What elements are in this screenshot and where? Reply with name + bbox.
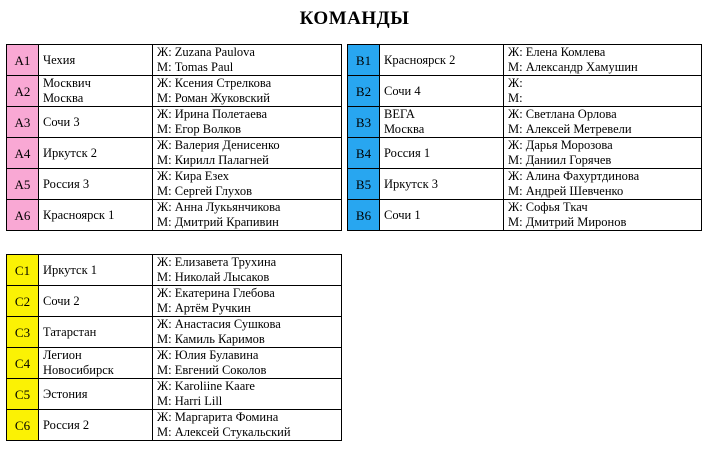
team-name-cell: Иркутск 3 <box>380 169 504 200</box>
players-cell <box>504 107 702 138</box>
team-code-cell: C5 <box>7 379 39 410</box>
players-cell <box>153 76 342 107</box>
male-player: М: Камиль Каримов <box>157 332 265 346</box>
team-code-cell: C2 <box>7 286 39 317</box>
players-cell <box>153 138 342 169</box>
male-player: М: Сергей Глухов <box>157 184 253 198</box>
team-name-cell: Сочи 3 <box>39 107 153 138</box>
female-player: Ж: Zuzana Paulova <box>157 45 255 59</box>
team-name-cell: Россия 1 <box>380 138 504 169</box>
team-code-cell: A4 <box>7 138 39 169</box>
male-player: М: Алексей Метревели <box>508 122 632 136</box>
team-code-cell: C4 <box>7 348 39 379</box>
male-player: М: Дмитрий Крапивин <box>157 215 279 229</box>
female-player: Ж: Анастасия Сушкова <box>157 317 281 331</box>
male-player: М: Harri Lill <box>157 394 223 408</box>
team-code-cell: A3 <box>7 107 39 138</box>
female-player: Ж: Ирина Полетаева <box>157 107 268 121</box>
team-name-cell: Сочи 1 <box>380 200 504 231</box>
team-code-cell: B2 <box>348 76 380 107</box>
players-cell <box>153 410 342 441</box>
table-row <box>7 255 342 286</box>
female-player: Ж: Анна Лукьянчикова <box>157 200 281 214</box>
team-name-cell: Сочи 4 <box>380 76 504 107</box>
female-player: Ж: Валерия Денисенко <box>157 138 280 152</box>
group-c-table <box>6 254 342 441</box>
table-row <box>7 286 342 317</box>
team-name-cell: Иркутск 2 <box>39 138 153 169</box>
players-cell <box>153 169 342 200</box>
female-player: Ж: <box>508 76 523 90</box>
table-row <box>7 45 342 76</box>
team-name-cell: Эстония <box>39 379 153 410</box>
players-cell <box>504 45 702 76</box>
male-player: М: Егор Волков <box>157 122 242 136</box>
table-row <box>7 76 342 107</box>
male-player: М: Tomas Paul <box>157 60 234 74</box>
team-code-cell: A5 <box>7 169 39 200</box>
team-code-cell: C6 <box>7 410 39 441</box>
team-code-cell: A6 <box>7 200 39 231</box>
male-player: М: Андрей Шевченко <box>508 184 624 198</box>
table-row <box>7 410 342 441</box>
table-row <box>7 348 342 379</box>
female-player: Ж: Кира Езех <box>157 169 229 183</box>
team-name-cell: Сочи 2 <box>39 286 153 317</box>
table-row <box>7 379 342 410</box>
team-name-cell: Россия 2 <box>39 410 153 441</box>
table-row <box>348 76 702 107</box>
team-name-cell: Москвич Москва <box>39 76 153 107</box>
players-cell <box>504 169 702 200</box>
team-code-cell: C1 <box>7 255 39 286</box>
female-player: Ж: Елизавета Трухина <box>157 255 277 269</box>
players-cell <box>153 286 342 317</box>
players-cell <box>153 45 342 76</box>
team-code-cell: B3 <box>348 107 380 138</box>
male-player: М: Кирилл Палагней <box>157 153 269 167</box>
male-player: М: Даниил Горячев <box>508 153 612 167</box>
male-player: М: Алексей Стукальский <box>157 425 291 439</box>
table-row <box>7 317 342 348</box>
male-player: М: <box>508 91 523 105</box>
team-name-cell: Чехия <box>39 45 153 76</box>
team-name-cell: Красноярск 2 <box>380 45 504 76</box>
players-cell <box>153 348 342 379</box>
team-name-cell: Легион Новосибирск <box>39 348 153 379</box>
players-cell <box>504 138 702 169</box>
female-player: Ж: Елена Комлева <box>508 45 606 59</box>
players-cell <box>153 379 342 410</box>
table-row <box>7 107 342 138</box>
page-title: КОМАНДЫ <box>299 8 410 29</box>
players-cell <box>153 200 342 231</box>
group-b-table <box>347 44 702 231</box>
female-player: Ж: Юлия Булавина <box>157 348 259 362</box>
table-row <box>7 200 342 231</box>
male-player: М: Александр Хамушин <box>508 60 638 74</box>
male-player: М: Артём Ручкин <box>157 301 251 315</box>
table-row <box>348 200 702 231</box>
team-code-cell: B5 <box>348 169 380 200</box>
table-row <box>348 169 702 200</box>
male-player: М: Роман Жуковский <box>157 91 270 105</box>
female-player: Ж: Дарья Морозова <box>508 138 613 152</box>
players-cell <box>153 255 342 286</box>
team-name-cell: Татарстан <box>39 317 153 348</box>
team-name-cell: Красноярск 1 <box>39 200 153 231</box>
table-row <box>348 138 702 169</box>
team-name-cell: ВЕГА Москва <box>380 107 504 138</box>
table-row <box>348 107 702 138</box>
team-name-cell: Иркутск 1 <box>39 255 153 286</box>
female-player: Ж: Маргарита Фомина <box>157 410 279 424</box>
players-cell <box>153 107 342 138</box>
team-code-cell: C3 <box>7 317 39 348</box>
male-player: М: Николай Лысаков <box>157 270 270 284</box>
players-cell <box>504 76 702 107</box>
table-row <box>348 45 702 76</box>
female-player: Ж: Алина Фахуртдинова <box>508 169 640 183</box>
table-row <box>7 138 342 169</box>
female-player: Ж: Екатерина Глебова <box>157 286 275 300</box>
team-code-cell: A1 <box>7 45 39 76</box>
team-code-cell: A2 <box>7 76 39 107</box>
male-player: М: Дмитрий Миронов <box>508 215 627 229</box>
team-code-cell: B4 <box>348 138 380 169</box>
female-player: Ж: Софья Ткач <box>508 200 588 214</box>
female-player: Ж: Karoliine Kaare <box>157 379 255 393</box>
male-player: М: Евгений Соколов <box>157 363 267 377</box>
team-name-cell: Россия 3 <box>39 169 153 200</box>
team-code-cell: B6 <box>348 200 380 231</box>
female-player: Ж: Светлана Орлова <box>508 107 617 121</box>
players-cell <box>504 200 702 231</box>
group-a-table <box>6 44 342 231</box>
female-player: Ж: Ксения Стрелкова <box>157 76 272 90</box>
table-row <box>7 169 342 200</box>
team-code-cell: B1 <box>348 45 380 76</box>
players-cell <box>153 317 342 348</box>
